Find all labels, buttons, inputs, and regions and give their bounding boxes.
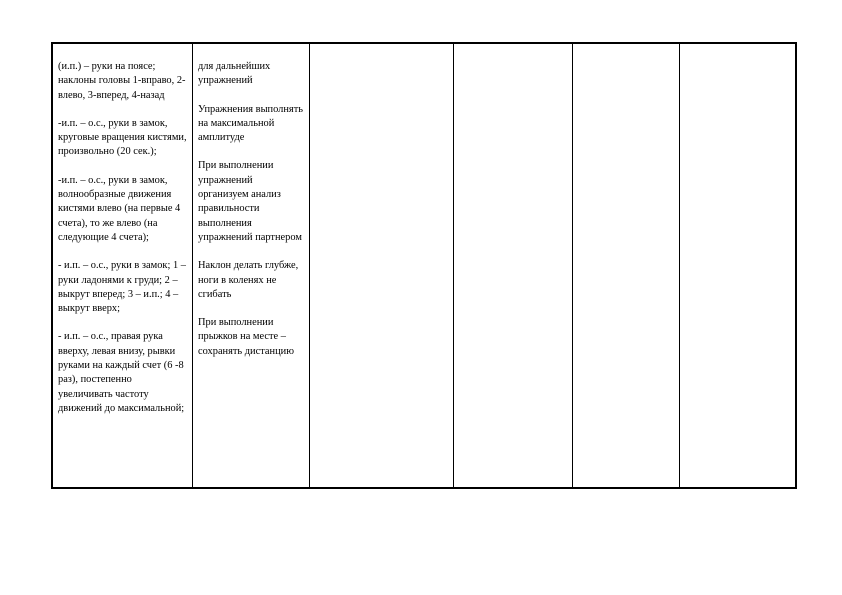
exercise-paragraph: - и.п. – о.с., правая рука вверху, левая внизу, рывки руками на каждый счет (6 -8 раз), постепенно увеличивать частоту движений до максимальной;: [58, 331, 185, 414]
exercises-cell: [52, 43, 193, 488]
table-row: [52, 43, 796, 488]
exercise-paragraph: -и.п. – о.с., руки в замок, волнообразные движения кистями влево (на первые 4 счета), то же влево (на следующие 4 счета);: [58, 174, 181, 243]
empty-cell: [454, 43, 573, 488]
instruction-paragraph: При выполнении упражнений организуем анализ правильности выполнения упражнений партнером: [198, 160, 302, 243]
empty-cell: [310, 43, 454, 488]
empty-cell: [680, 43, 797, 488]
instruction-paragraph: При выполнении прыжков на месте – сохранять дистанцию: [198, 317, 294, 357]
exercise-paragraph: -и.п. – о.с., руки в замок, круговые вращения кистями, произвольно (20 сек.);: [58, 117, 187, 158]
exercise-paragraph: (и.п.) – руки на поясе; наклоны головы 1-вправо, 2-влево, 3-вперед, 4-назад: [58, 61, 186, 101]
instructions-cell: [193, 43, 310, 488]
empty-cell: [573, 43, 680, 488]
lesson-plan-table: [51, 42, 797, 489]
instructions-text: [193, 44, 309, 359]
instruction-paragraph: Упражнения выполнять на максимальной амплитуде: [198, 103, 303, 144]
instruction-paragraph: для дальнейших упражнений: [198, 61, 271, 87]
exercise-paragraph: - и.п. – о.с., руки в замок; 1 – руки ладонями к груди; 2 – выкрут вперед; 3 – и.п.; 4 – выкрут вверх;: [58, 260, 186, 315]
instruction-paragraph: Наклон делать глубже, ноги в коленях не сгибать: [198, 260, 299, 300]
exercises-text: [53, 44, 192, 416]
